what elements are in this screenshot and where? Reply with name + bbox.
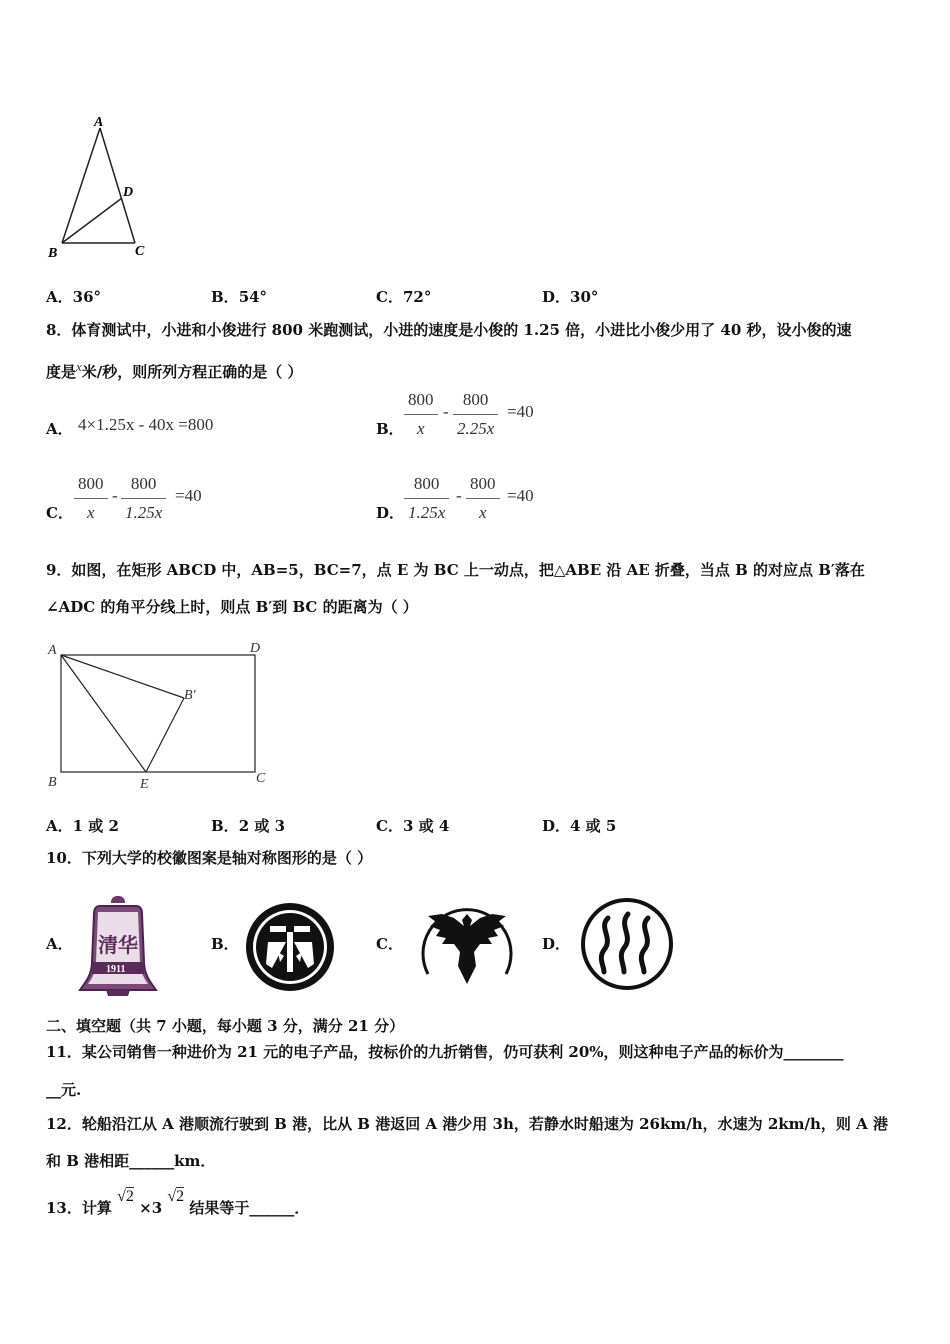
q8-option-b-rhs: =40 [507, 402, 534, 421]
q8-option-d-fraction-2 [466, 474, 500, 523]
q9-option-d[interactable] [542, 815, 616, 836]
denominator: x [416, 419, 425, 438]
q9-stem-line2: ∠ADC 的角平分线上时，则点 B′到 BC 的距离为（ ） [46, 598, 418, 616]
q9-label-b: B [48, 775, 57, 790]
numerator: 800 [130, 474, 157, 493]
q7-option-c[interactable] [376, 286, 431, 307]
q8-option-b-letter[interactable]: B． [376, 420, 404, 438]
q8-stem-line1: 8．体育测试中，小进和小俊进行 800 米跑测试，小进的速度是小俊的 1.25 倍，小进比小俊少用了 40 秒，设小俊的速 [46, 321, 852, 339]
q11-stem-line2: __元. [46, 1081, 82, 1099]
q7-label-d: D [123, 185, 134, 200]
q8-option-c-rhs: =40 [175, 486, 202, 505]
denominator: x [478, 503, 487, 522]
denominator: 2.25x [457, 419, 495, 438]
q9-option-b[interactable] [211, 815, 285, 836]
q7-option-d[interactable] [542, 286, 598, 307]
q9-label-c: C [256, 771, 266, 786]
q9-label-d: D [250, 641, 261, 656]
q8-option-d-letter[interactable]: D． [376, 504, 405, 522]
wave-logo-icon [578, 898, 676, 990]
numerator: 800 [413, 474, 440, 493]
option-letter: A． [46, 817, 73, 835]
q7-triangle-figure [40, 110, 170, 265]
q8-option-c-letter[interactable]: C． [46, 504, 73, 522]
q8-stem-text: 米/秒，则所列方程正确的是（ ） [81, 363, 303, 381]
radicand: 2 [176, 1188, 185, 1205]
section-2-heading: 二、填空题（共 7 小题，每小题 3 分，满分 21 分） [46, 1017, 405, 1035]
numerator: 800 [470, 474, 496, 493]
q11-stem-line1: 11．某公司销售一种进价为 21 元的电子产品，按标价的九折销售，仍可获利 20%，则这种电子产品的标价为________ [46, 1043, 844, 1061]
option-letter: B． [211, 288, 239, 306]
tsinghua-bell-year: 1911 [106, 964, 126, 975]
q12-stem-line2: 和 B 港相距______km． [46, 1152, 216, 1170]
q8-option-c-fraction-1 [74, 474, 108, 523]
q8-option-b-fraction-2 [453, 390, 498, 439]
eagle-logo-icon [414, 896, 520, 988]
q8-option-c-minus: - [112, 486, 118, 505]
q9-label-e: E [140, 777, 149, 790]
q8-option-c-fraction-2 [121, 474, 166, 523]
q10-option-a-letter[interactable]: A． [46, 935, 73, 953]
q13-prefix: 13．计算 [46, 1199, 112, 1217]
option-text: 1 或 2 [72, 817, 119, 835]
q7-label-c: C [135, 244, 145, 259]
q8-option-a-letter[interactable]: A． [46, 420, 73, 438]
q7-label-a: A [94, 115, 104, 130]
q7-label-b: B [48, 246, 58, 261]
q8-option-b-minus: - [443, 402, 449, 421]
q13-times-3: ×3 [139, 1199, 163, 1217]
q7-option-b[interactable] [211, 286, 267, 307]
option-letter: C． [376, 288, 403, 306]
option-text: 30° [570, 288, 599, 306]
q9-option-a[interactable] [46, 815, 119, 836]
denominator: x [86, 503, 95, 522]
denominator: 1.25x [408, 503, 446, 522]
option-text: 72° [402, 288, 432, 306]
q10-option-c-letter[interactable]: C． [376, 935, 403, 953]
q9-option-c[interactable] [376, 815, 449, 836]
peking-university-logo-icon [242, 902, 338, 992]
option-text: 3 或 4 [402, 817, 450, 835]
numerator: 800 [408, 390, 434, 409]
option-text: 54° [238, 288, 268, 306]
option-letter: C． [376, 817, 403, 835]
q8-option-a-expression: 4×1.25x - 40x =800 [78, 415, 214, 434]
q10-option-b-letter[interactable]: B． [211, 935, 239, 953]
option-text: 4 或 5 [570, 817, 617, 835]
q9-label-bprime: B′ [184, 688, 196, 703]
q8-option-d-minus: - [456, 486, 462, 505]
tsinghua-bell-logo-icon [78, 892, 160, 998]
q9-stem-line1: 9．如图，在矩形 ABCD 中，AB=5，BC=7，点 E 为 BC 上一动点，把△ABE 沿 AE 折叠，当点 B 的对应点 B′落在 [46, 561, 865, 579]
option-letter: A． [46, 288, 73, 306]
q8-variable: x [76, 359, 82, 374]
q13-radical-2: √2 [167, 1188, 185, 1205]
radicand: 2 [125, 1188, 134, 1205]
q10-stem: 10．下列大学的校徽图案是轴对称图形的是（ ） [46, 849, 373, 867]
numerator: 800 [78, 474, 104, 493]
option-letter: B． [211, 817, 239, 835]
q7-option-a[interactable] [46, 286, 101, 307]
q13-stem [46, 1188, 310, 1219]
q10-option-d-letter[interactable]: D． [542, 935, 571, 953]
q8-option-d-rhs: =40 [507, 486, 534, 505]
q13-suffix: 结果等于______． [189, 1199, 310, 1217]
q9-rectangle-figure [44, 638, 274, 790]
tsinghua-bell-text: 清华 [98, 935, 138, 957]
option-letter: D． [542, 817, 571, 835]
option-text: 2 或 3 [238, 817, 286, 835]
denominator: 1.25x [125, 503, 163, 522]
option-letter: D． [542, 288, 571, 306]
q8-stem-line2 [46, 357, 303, 382]
q8-option-d-fraction-1 [404, 474, 449, 523]
q8-option-b-fraction-1 [404, 390, 438, 439]
option-text: 36° [72, 288, 102, 306]
q12-stem-line1: 12．轮船沿江从 A 港顺流行驶到 B 港，比从 B 港返回 A 港少用 3h，若静水时船速为 26km/h，水速为 2km/h，则 A 港 [46, 1115, 888, 1133]
numerator: 800 [462, 390, 489, 409]
q9-label-a: A [48, 643, 57, 658]
q8-stem-text: 度是 [46, 363, 77, 381]
q13-radical-1: √2 [117, 1188, 134, 1205]
